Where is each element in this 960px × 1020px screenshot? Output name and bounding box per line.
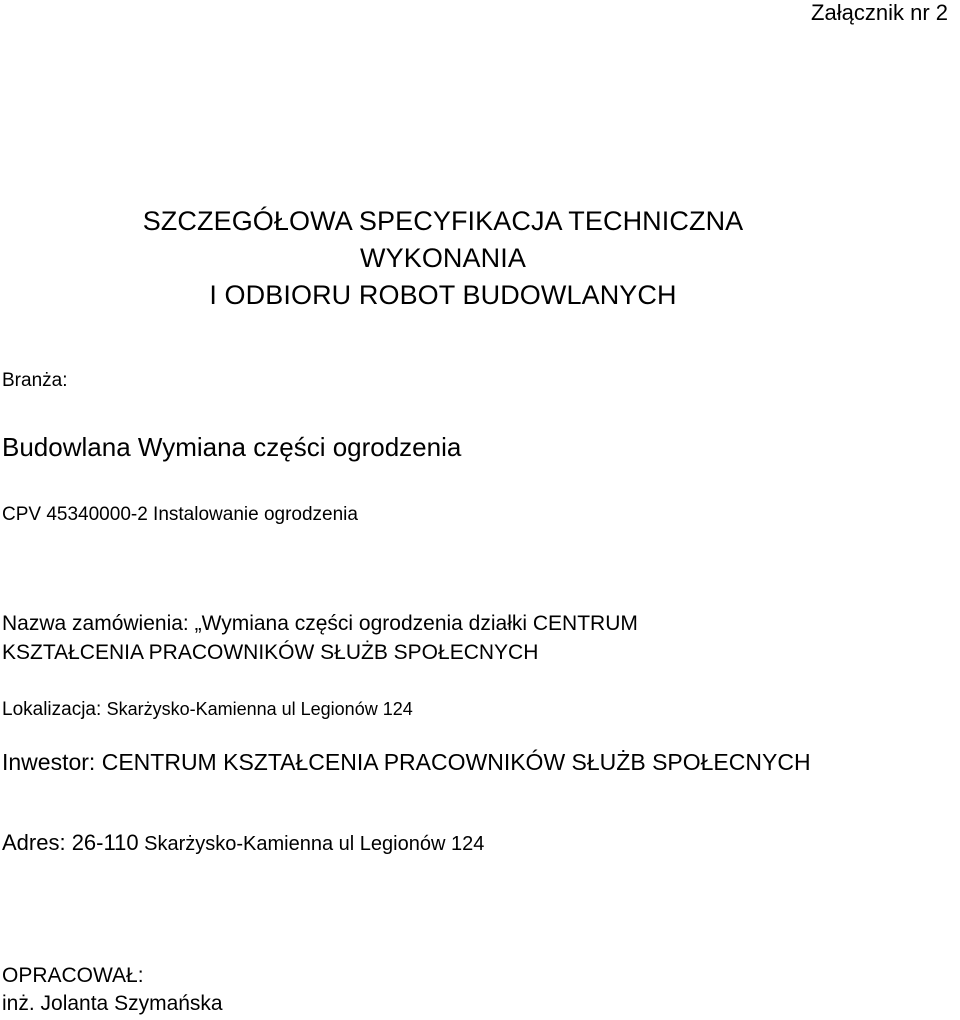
order-value-line-1: „Wymiana części ogrodzenia działki CENTRUM bbox=[194, 612, 638, 635]
order-label: Nazwa zamówienia: bbox=[2, 612, 189, 635]
title-line-2: WYKONANIA bbox=[360, 243, 526, 273]
prepared-by-label: OPRACOWAŁ: bbox=[2, 964, 144, 987]
location bbox=[2, 699, 413, 721]
branza-label: Branża: bbox=[2, 370, 68, 391]
prepared-by-name: inż. Jolanta Szymańska bbox=[2, 992, 223, 1015]
investor-label: Inwestor: bbox=[2, 749, 96, 775]
order-name-line-1 bbox=[2, 612, 638, 636]
location-label: Lokalizacja: bbox=[2, 699, 102, 720]
address-value: Skarżysko-Kamienna ul Legionów 124 bbox=[144, 833, 485, 855]
annex-label: Załącznik nr 2 bbox=[811, 0, 948, 25]
branza-value: Budowlana Wymiana części ogrodzenia bbox=[2, 432, 462, 462]
title-line-1: SZCZEGÓŁOWA SPECYFIKACJA TECHNICZNA bbox=[142, 206, 744, 236]
location-value: Skarżysko-Kamienna ul Legionów 124 bbox=[106, 699, 413, 719]
address-label: Adres: 26-110 bbox=[2, 830, 139, 855]
investor bbox=[2, 749, 811, 776]
title-line-3: I ODBIORU ROBOT BUDOWLANYCH bbox=[209, 280, 677, 310]
cpv-code: CPV 45340000-2 Instalowanie ogrodzenia bbox=[2, 504, 358, 525]
investor-value: CENTRUM KSZTAŁCENIA PRACOWNIKÓW SŁUŻB SPOŁECNYCH bbox=[101, 749, 811, 775]
order-value-line-2: KSZTAŁCENIA PRACOWNIKÓW SŁUŻB SPOŁECNYCH bbox=[2, 641, 539, 664]
address bbox=[2, 830, 484, 856]
